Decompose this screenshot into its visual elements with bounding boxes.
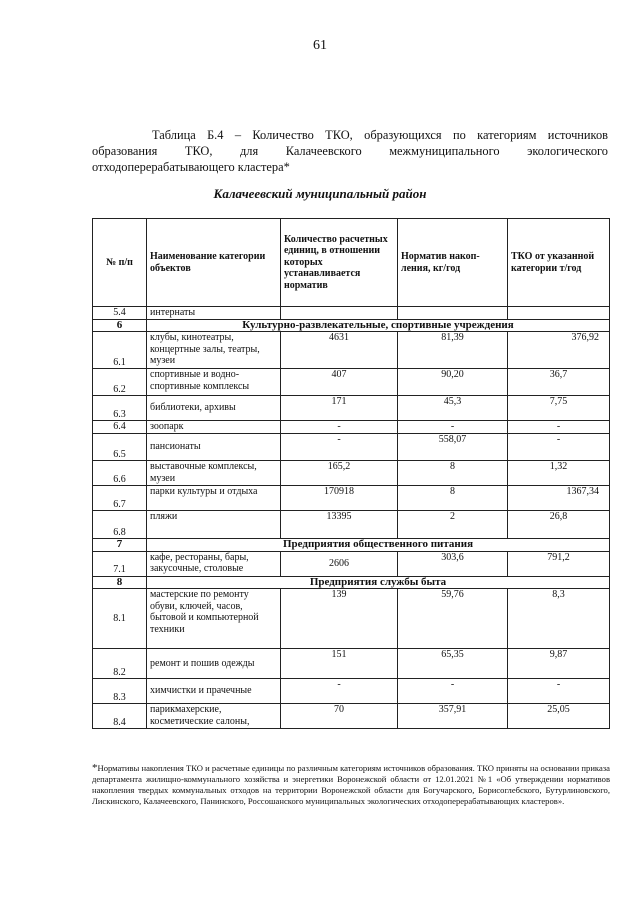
section-row: [93, 576, 610, 589]
row-category: кафе, рестораны, бары, закусочные, столовые: [147, 551, 281, 576]
row-num: 5.4: [93, 307, 147, 320]
row-units: 171: [281, 396, 398, 421]
section-title: Предприятия общественного питания: [147, 539, 610, 552]
row-num: 6.7: [93, 486, 147, 511]
table-row: [93, 589, 610, 649]
row-num: 6.1: [93, 332, 147, 369]
row-num: 8.2: [93, 649, 147, 679]
table-row: [93, 396, 610, 421]
row-num: 6.6: [93, 461, 147, 486]
row-tko: 791,2: [508, 551, 610, 576]
district-subtitle: Калачеевский муниципальный район: [213, 186, 427, 201]
row-units: 151: [281, 649, 398, 679]
table-row: [93, 434, 610, 461]
row-category: зоопарк: [147, 421, 281, 434]
row-norm: [398, 307, 508, 320]
row-tko: 1367,34: [508, 486, 610, 511]
row-tko: [508, 307, 610, 320]
table-row: [93, 511, 610, 539]
row-units: 13395: [281, 511, 398, 539]
section-row: [93, 319, 610, 332]
row-norm: 45,3: [398, 396, 508, 421]
footnote: [92, 763, 610, 807]
row-category: парикмахерские, косметические салоны,: [147, 704, 281, 729]
row-units: 139: [281, 589, 398, 649]
row-units: 4631: [281, 332, 398, 369]
row-tko: -: [508, 434, 610, 461]
row-category: клубы, кинотеатры, концертные залы, театры, музеи: [147, 332, 281, 369]
row-category: библиотеки, архивы: [147, 396, 281, 421]
section-title: Культурно-развлекательные, спортивные учреждения: [147, 319, 610, 332]
table-row: [93, 369, 610, 396]
table-row: [93, 421, 610, 434]
row-tko: 1,32: [508, 461, 610, 486]
row-units: -: [281, 679, 398, 704]
row-tko: 376,92: [508, 332, 610, 369]
row-tko: 25,05: [508, 704, 610, 729]
row-num: 8.4: [93, 704, 147, 729]
page-number: 61: [313, 38, 327, 53]
row-category: мастерские по ремонту обуви, ключей, часов, бытовой и компьютерной техники: [147, 589, 281, 649]
section-title: Предприятия службы быта: [147, 576, 610, 589]
row-category: парки культуры и отдыха: [147, 486, 281, 511]
header-category: Наименование категории объектов: [147, 219, 281, 307]
row-num: 7.1: [93, 551, 147, 576]
header-norm: Норматив накоп-ления, кг/год: [398, 219, 508, 307]
table-row: [93, 332, 610, 369]
tko-table: [92, 218, 610, 729]
row-num: 8.1: [93, 589, 147, 649]
row-norm: 65,35: [398, 649, 508, 679]
table-row: [93, 649, 610, 679]
row-units: 170918: [281, 486, 398, 511]
row-num: 6.8: [93, 511, 147, 539]
section-num: 8: [93, 576, 147, 589]
row-norm: 2: [398, 511, 508, 539]
row-units: -: [281, 421, 398, 434]
row-category: ремонт и пошив одежды: [147, 649, 281, 679]
table-caption: Таблица Б.4 – Количество ТКО, образующихся по категориям источников образования ТКО, для Калачеевского межмуниципального экологического отходоперерабатывающего кластера*: [92, 128, 608, 174]
row-tko: 8,3: [508, 589, 610, 649]
table-row: [93, 679, 610, 704]
row-tko: -: [508, 421, 610, 434]
header-num: № п/п: [93, 219, 147, 307]
row-num: 6.5: [93, 434, 147, 461]
row-norm: -: [398, 421, 508, 434]
section-num: 6: [93, 319, 147, 332]
row-norm: 8: [398, 461, 508, 486]
row-tko: 7,75: [508, 396, 610, 421]
row-tko: 9,87: [508, 649, 610, 679]
row-num: 8.3: [93, 679, 147, 704]
row-category: интернаты: [147, 307, 281, 320]
row-category: пляжи: [147, 511, 281, 539]
section-row: [93, 539, 610, 552]
row-units: 407: [281, 369, 398, 396]
row-units: 70: [281, 704, 398, 729]
table-row: [93, 551, 610, 576]
footnote-text: Нормативы накопления ТКО и расчетные единицы по различным категориям источников образования. ТКО приняты на основании приказа департамента жилищно-коммунального хозяйства и энергетики Воронежской области от 12.01.2021 №1 «Об утверждении нормативов накопления твердых коммунальных отходов на территории Воронежской области для Богучарского, Борисоглебского, Бутурлиновского, Лискинского, Калачеевского, Панинского, Россошанского муниципальных экологических отходоперерабатывающих кластеров».: [92, 763, 610, 806]
table-row: [93, 307, 610, 320]
section-num: 7: [93, 539, 147, 552]
table-row: [93, 486, 610, 511]
row-units: 2606: [281, 551, 398, 576]
row-tko: 26,8: [508, 511, 610, 539]
header-units: Количество расчетных единиц, в отношении которых устанавливается норматив: [281, 219, 398, 307]
row-norm: 357,91: [398, 704, 508, 729]
header-tko: ТКО от указанной категории т/год: [508, 219, 610, 307]
row-tko: -: [508, 679, 610, 704]
row-category: химчистки и прачечные: [147, 679, 281, 704]
row-num: 6.2: [93, 369, 147, 396]
row-norm: 558,07: [398, 434, 508, 461]
row-tko: 36,7: [508, 369, 610, 396]
row-category: пансионаты: [147, 434, 281, 461]
row-norm: 81,39: [398, 332, 508, 369]
row-category: спортивные и водно-спортивные комплексы: [147, 369, 281, 396]
row-units: [281, 307, 398, 320]
row-category: выставочные комплексы, музеи: [147, 461, 281, 486]
row-units: 165,2: [281, 461, 398, 486]
table-row: [93, 704, 610, 729]
row-norm: -: [398, 679, 508, 704]
row-norm: 8: [398, 486, 508, 511]
row-norm: 303,6: [398, 551, 508, 576]
table-header-row: [93, 219, 610, 307]
row-num: 6.4: [93, 421, 147, 434]
row-norm: 59,76: [398, 589, 508, 649]
table-row: [93, 461, 610, 486]
row-num: 6.3: [93, 396, 147, 421]
row-units: -: [281, 434, 398, 461]
row-norm: 90,20: [398, 369, 508, 396]
footnote-marker: *: [92, 762, 98, 774]
